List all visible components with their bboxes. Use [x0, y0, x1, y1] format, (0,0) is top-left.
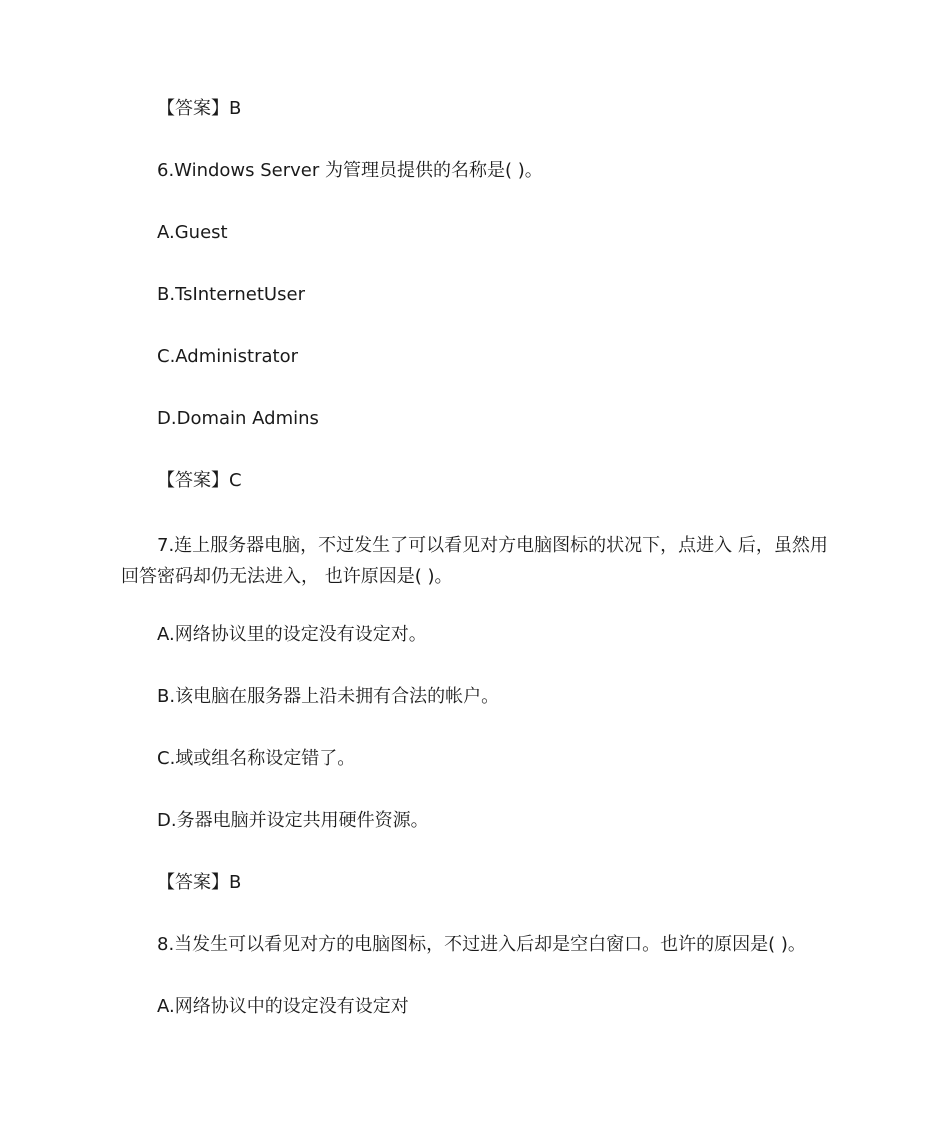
answer-line: 【答案】B — [157, 872, 242, 893]
option-c: C.Administrator — [157, 346, 298, 367]
option-a: A.网络协议里的设定没有设定对。 — [157, 624, 427, 645]
option-b: B.该电脑在服务器上沿未拥有合法的帐户。 — [157, 686, 500, 707]
question-7: 7.连上服务器电脑，不过发生了可以看见对方电脑图标的状况下，点进入 后，虽然用回答密码却仍无法进入， 也许原因是( )。 — [121, 535, 828, 587]
answer-line: 【答案】B — [157, 98, 242, 119]
option-c: C.域或组名称设定错了。 — [157, 748, 356, 769]
option-a: A.Guest — [157, 222, 228, 243]
option-b: B.TsInternetUser — [157, 284, 305, 305]
option-d: D.Domain Admins — [157, 408, 319, 429]
question-6: 6.Windows Server 为管理员提供的名称是( )。 — [157, 160, 543, 181]
option-d: D.务器电脑并设定共用硬件资源。 — [157, 810, 429, 831]
answer-line: 【答案】C — [157, 470, 242, 491]
question-8: 8.当发生可以看见对方的电脑图标，不过进入后却是空白窗口。也许的原因是( )。 — [157, 934, 806, 955]
option-a: A.网络协议中的设定没有设定对 — [157, 996, 409, 1017]
